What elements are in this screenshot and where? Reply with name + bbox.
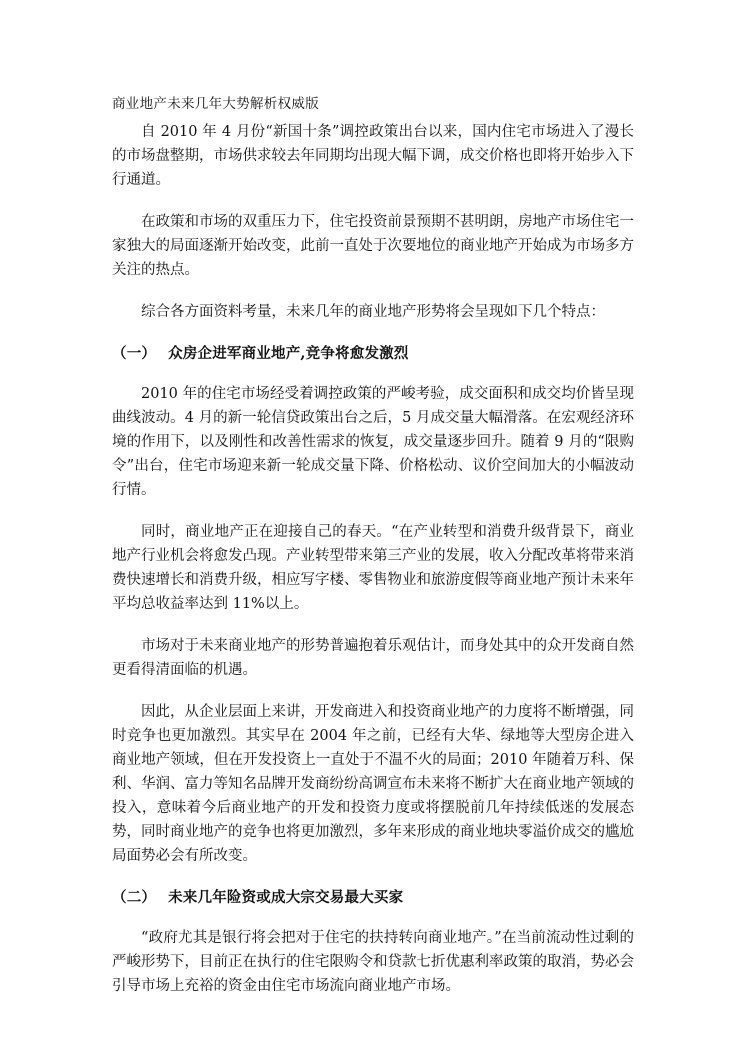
document-title: 商业地产未来几年大势解析权威版 (112, 96, 319, 112)
paragraph: 在政策和市场的双重压力下，住宅投资前景预期不甚明朗，房地产市场住宅一家独大的局面逐渐开始改变，此前一直处于次要地位的商业地产开始成为市场多方关注的热点。 (112, 214, 634, 278)
section-heading-2 (112, 886, 634, 910)
paragraph: 自 2010 年 4 月份“新国十条”调控政策出台以来，国内住宅市场进入了漫长的市场盘整期，市场供求较去年同期均出现大幅下调，成交价格也即将开始步入下行通道。 (112, 124, 634, 188)
section-number: （一） (112, 345, 157, 362)
section-number: （二） (112, 889, 157, 906)
paragraph: 2010 年的住宅市场经受着调控政策的严峻考验，成交面积和成交均价皆呈现曲线波动。4 月的新一轮信贷政策出台之后，5 月成交量大幅滑落。在宏观经济环境的作用下，以及刚性和改善性需求的恢复，成交量逐步回升。随着 9 月的“限购令”出台，住宅市场迎来新一轮成交量下降、价格松动、议价空间加大的小幅波动行情。 (112, 386, 634, 498)
paragraph: 因此，从企业层面上来讲，开发商进入和投资商业地产的力度将不断增强，同时竞争也更加激烈。其实早在 2004 年之前，已经有大华、绿地等大型房企进入商业地产领域，但在开发投资上一直处于不温不火的局面；2010 年随着万科、保利、华润、富力等知名品牌开发商纷纷高调宣布未来将不断扩大在商业地产领域的投入，意味着今后商业地产的开发和投资力度或将摆脱前几年持续低迷的发展态势，同时商业地产的竞争也将更加激烈，多年来形成的商业地块零溢价成交的尴尬局面势必会有所改变。 (112, 704, 634, 864)
document-body (112, 120, 634, 1016)
paragraph: 综合各方面资料考量，未来几年的商业地产形势将会呈现如下几个特点： (141, 304, 605, 320)
section-heading-1 (112, 342, 634, 366)
section-title: 未来几年险资或成大宗交易最大买家 (168, 889, 404, 906)
paragraph: “政府尤其是银行将会把对于住宅的扶持转向商业地产。”在当前流动性过剩的严峻形势下，目前正在执行的住宅限购令和贷款七折优惠利率政策的取消，势必会引导市场上充裕的资金由住宅市场流向商业地产市场。 (112, 930, 634, 994)
paragraph: 同时，商业地产正在迎接自己的春天。“在产业转型和消费升级背景下，商业地产行业机会将愈发凸现。产业转型带来第三产业的发展，收入分配改革将带来消费快速增长和消费升级，相应写字楼、零售物业和旅游度假等商业地产预计未来年平均总收益率达到 11%以上。 (112, 524, 634, 612)
section-title: 众房企进军商业地产,竞争将愈发激烈 (168, 345, 409, 362)
paragraph: 市场对于未来商业地产的形势普遍抱着乐观估计，而身处其中的众开发商自然更看得清面临的机遇。 (112, 638, 634, 678)
